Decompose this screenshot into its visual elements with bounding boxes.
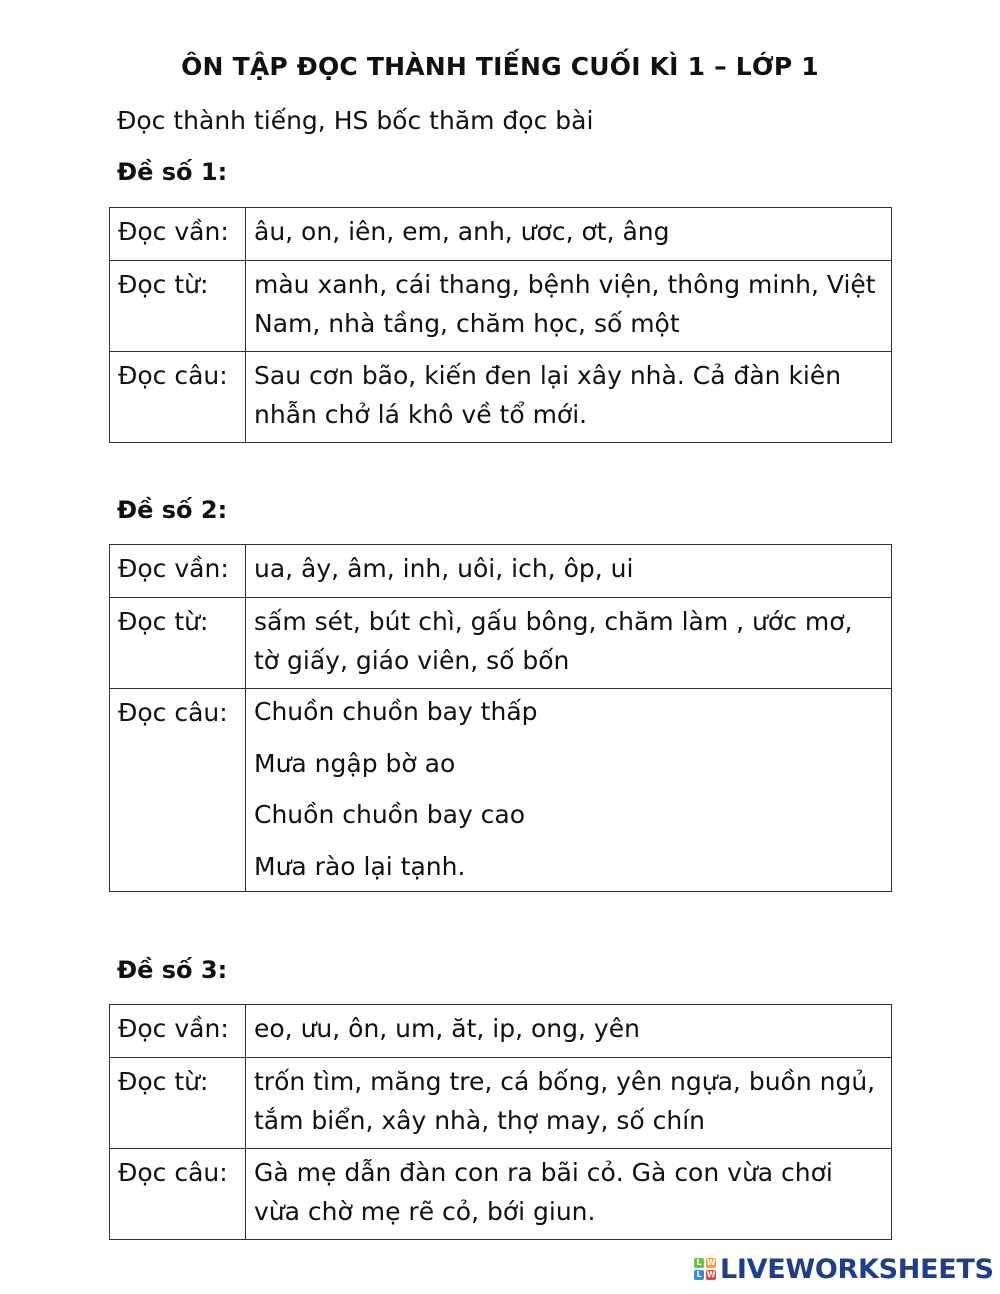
poem-cell	[246, 689, 892, 892]
table-row	[110, 598, 892, 689]
poem-line: Chuồn chuồn bay thấp	[254, 697, 538, 726]
row-label: Đọc vần:	[110, 1005, 246, 1058]
exam-table-2	[109, 544, 892, 892]
table-row	[110, 1149, 892, 1240]
exam-heading-2: Đề số 2:	[117, 496, 228, 524]
exam-table-1	[109, 207, 892, 443]
exam-heading-3: Đề số 3:	[117, 956, 228, 984]
row-label: Đọc từ:	[110, 1058, 246, 1149]
cau-cell: Gà mẹ dẫn đàn con ra bãi cỏ. Gà con vừa chơi vừa chờ mẹ rẽ cỏ, bới giun.	[246, 1149, 892, 1240]
table-row	[110, 208, 892, 261]
logo-icon	[694, 1258, 716, 1280]
logo-block: L	[694, 1270, 704, 1280]
van-cell: eo, ưu, ôn, um, ăt, ip, ong, yên	[246, 1005, 892, 1058]
row-label: Đọc câu:	[110, 1149, 246, 1240]
row-label: Đọc từ:	[110, 261, 246, 352]
van-cell: ua, ây, âm, inh, uôi, ich, ôp, ui	[246, 545, 892, 598]
exam-table-3	[109, 1004, 892, 1240]
poem-line: Chuồn chuồn bay cao	[254, 800, 526, 829]
van-cell: âu, on, iên, em, anh, ươc, ơt, âng	[246, 208, 892, 261]
exam-heading-1: Đề số 1:	[117, 158, 228, 186]
table-row	[110, 1005, 892, 1058]
table-row	[110, 545, 892, 598]
logo-block: W	[706, 1258, 716, 1267]
row-label: Đọc từ:	[110, 598, 246, 689]
tu-cell: sấm sét, bút chì, gấu bông, chăm làm , ước mơ, tờ giấy, giáo viên, số bốn	[246, 598, 892, 689]
row-label: Đọc câu:	[110, 352, 246, 443]
row-label: Đọc vần:	[110, 545, 246, 598]
logo-text: LIVEWORKSHEETS	[720, 1253, 994, 1285]
table-row	[110, 689, 892, 892]
poem-line: Mưa rào lại tạnh.	[254, 851, 466, 881]
liveworksheets-logo[interactable]	[694, 1254, 994, 1284]
table-row	[110, 261, 892, 352]
cau-cell: Sau cơn bão, kiến đen lại xây nhà. Cả đàn kiên nhẫn chở lá khô về tổ mới.	[246, 352, 892, 443]
logo-block: L	[694, 1258, 704, 1268]
logo-block: W	[706, 1270, 716, 1279]
page-title: ÔN TẬP ĐỌC THÀNH TIẾNG CUỐI KÌ 1 – LỚP 1	[181, 52, 819, 81]
table-row	[110, 1058, 892, 1149]
tu-cell: trốn tìm, măng tre, cá bống, yên ngựa, buồn ngủ, tắm biển, xây nhà, thợ may, số chín	[246, 1058, 892, 1149]
table-row	[110, 352, 892, 443]
intro-text: Đọc thành tiếng, HS bốc thăm đọc bài	[117, 106, 594, 135]
row-label: Đọc vần:	[110, 208, 246, 261]
row-label: Đọc câu:	[110, 689, 246, 892]
poem-line: Mưa ngập bờ ao	[254, 748, 456, 778]
tu-cell: màu xanh, cái thang, bệnh viện, thông minh, Việt Nam, nhà tầng, chăm học, số một	[246, 261, 892, 352]
